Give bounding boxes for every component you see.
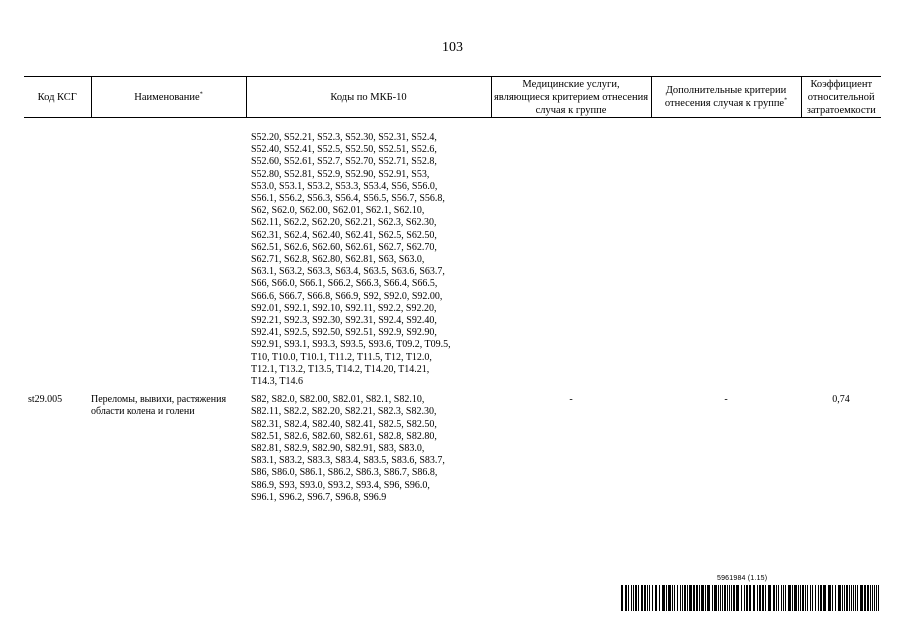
cell-ksg-code: st29.005 xyxy=(28,394,63,406)
code-line: T12.1, T13.2, T13.5, T14.2, T14.20, T14.21, xyxy=(251,363,430,375)
cell-name-empty xyxy=(91,118,246,389)
code-line: S82.31, S82.4, S82.40, S82.41, S82.5, S82.50, xyxy=(251,418,437,430)
code-line: S52.60, S52.61, S52.7, S52.70, S52.71, S52.8, xyxy=(251,156,437,168)
cell-coefficient-empty xyxy=(801,118,881,389)
header-mkb-codes: Коды по МКБ-10 xyxy=(246,77,491,118)
code-line: S53.0, S53.1, S53.2, S53.3, S53.4, S56, S56.0, xyxy=(251,180,438,192)
code-line: S52.40, S52.41, S52.5, S52.50, S52.51, S52.6, xyxy=(251,144,437,156)
cell-coefficient: 0,74 xyxy=(832,394,850,406)
header-extra-criteria: Дополнительные критерии отнесения случая к группе* xyxy=(651,77,801,118)
cell-mkb-codes xyxy=(246,388,491,504)
code-line: S62.71, S62.8, S62.80, S62.81, S63, S63.0, xyxy=(251,254,425,266)
code-line: S56.1, S56.2, S56.3, S56.4, S56.5, S56.7, S56.8, xyxy=(251,193,445,205)
code-line: S62.11, S62.2, S62.20, S62.21, S62.3, S62.30, xyxy=(251,217,437,229)
barcode-caption: 5961984 (1.15) xyxy=(717,575,768,582)
header-name: Наименование* xyxy=(91,77,246,118)
code-line: S92.41, S92.5, S92.50, S92.51, S92.9, S92.90, xyxy=(251,327,437,339)
table-row-continuation xyxy=(24,118,881,389)
cell-mkb-codes-continuation xyxy=(246,118,491,389)
code-line: S63.1, S63.2, S63.3, S63.4, S63.5, S63.6, S63.7, xyxy=(251,266,445,278)
code-line: T14.3, T14.6 xyxy=(251,376,304,388)
cell-code-empty xyxy=(24,118,91,389)
table-header-row xyxy=(24,77,881,118)
code-line: S52.80, S52.81, S52.9, S52.90, S52.91, S53, xyxy=(251,168,430,180)
code-line: S92.21, S92.3, S92.30, S92.31, S92.4, S92.40, xyxy=(251,315,437,327)
code-line: S86, S86.0, S86.1, S86.2, S86.3, S86.7, S86.8, xyxy=(251,467,438,479)
header-coefficient: Коэффициент относительной затратоемкости xyxy=(801,77,881,118)
cell-medical-services: - xyxy=(569,394,573,406)
code-line: S66, S66.0, S66.1, S66.2, S66.3, S66.4, S66.5, xyxy=(251,278,438,290)
code-line: S52.20, S52.21, S52.3, S52.30, S52.31, S52.4, xyxy=(251,132,437,143)
cell-criteria-empty xyxy=(651,118,801,389)
code-line: S86.9, S93, S93.0, S93.2, S93.4, S96, S96.0, xyxy=(251,479,430,491)
header-ksg-code: Код КСГ xyxy=(24,77,91,118)
code-line: S62.31, S62.4, S62.40, S62.41, S62.5, S62.50, xyxy=(251,229,437,241)
cell-name: Переломы, вывихи, растяжения области колена и голени xyxy=(91,394,227,418)
code-line: S92.91, S93.1, S93.3, S93.5, S93.6, T09.2, T09.5, xyxy=(251,339,451,351)
footnote-mark: * xyxy=(199,91,203,97)
footnote-mark: * xyxy=(784,97,788,104)
table-row-st29-005 xyxy=(24,388,881,504)
code-line: S62.51, S62.6, S62.60, S62.61, S62.7, S62.70, xyxy=(251,241,437,253)
code-line: S82, S82.0, S82.00, S82.01, S82.1, S82.10, xyxy=(251,394,425,406)
code-line: S82.11, S82.2, S82.20, S82.21, S82.3, S82.30, xyxy=(251,406,437,418)
page-number: 103 xyxy=(442,40,463,55)
code-line: S96.1, S96.2, S96.7, S96.8, S96.9 xyxy=(251,491,387,503)
code-line: T10, T10.0, T10.1, T11.2, T11.5, T12, T12.0, xyxy=(251,351,432,363)
ksg-table xyxy=(24,76,881,504)
cell-services-empty xyxy=(491,118,651,389)
cell-extra-criteria: - xyxy=(724,394,728,406)
header-medical-services: Медицинские услуги, являющиеся критерием отнесения случая к группе xyxy=(491,77,651,118)
code-line: S82.81, S82.9, S82.90, S82.91, S83, S83.0, xyxy=(251,443,425,455)
code-line: S82.51, S82.6, S82.60, S82.61, S82.8, S82.80, xyxy=(251,430,437,442)
code-line: S83.1, S83.2, S83.3, S83.4, S83.5, S83.6, S83.7, xyxy=(251,455,445,467)
code-line: S62, S62.0, S62.00, S62.01, S62.1, S62.10, xyxy=(251,205,425,217)
code-line: S66.6, S66.7, S66.8, S66.9, S92, S92.0, S92.00, xyxy=(251,290,443,302)
barcode xyxy=(621,585,881,611)
code-line: S92.01, S92.1, S92.10, S92.11, S92.2, S92.20, xyxy=(251,302,437,314)
